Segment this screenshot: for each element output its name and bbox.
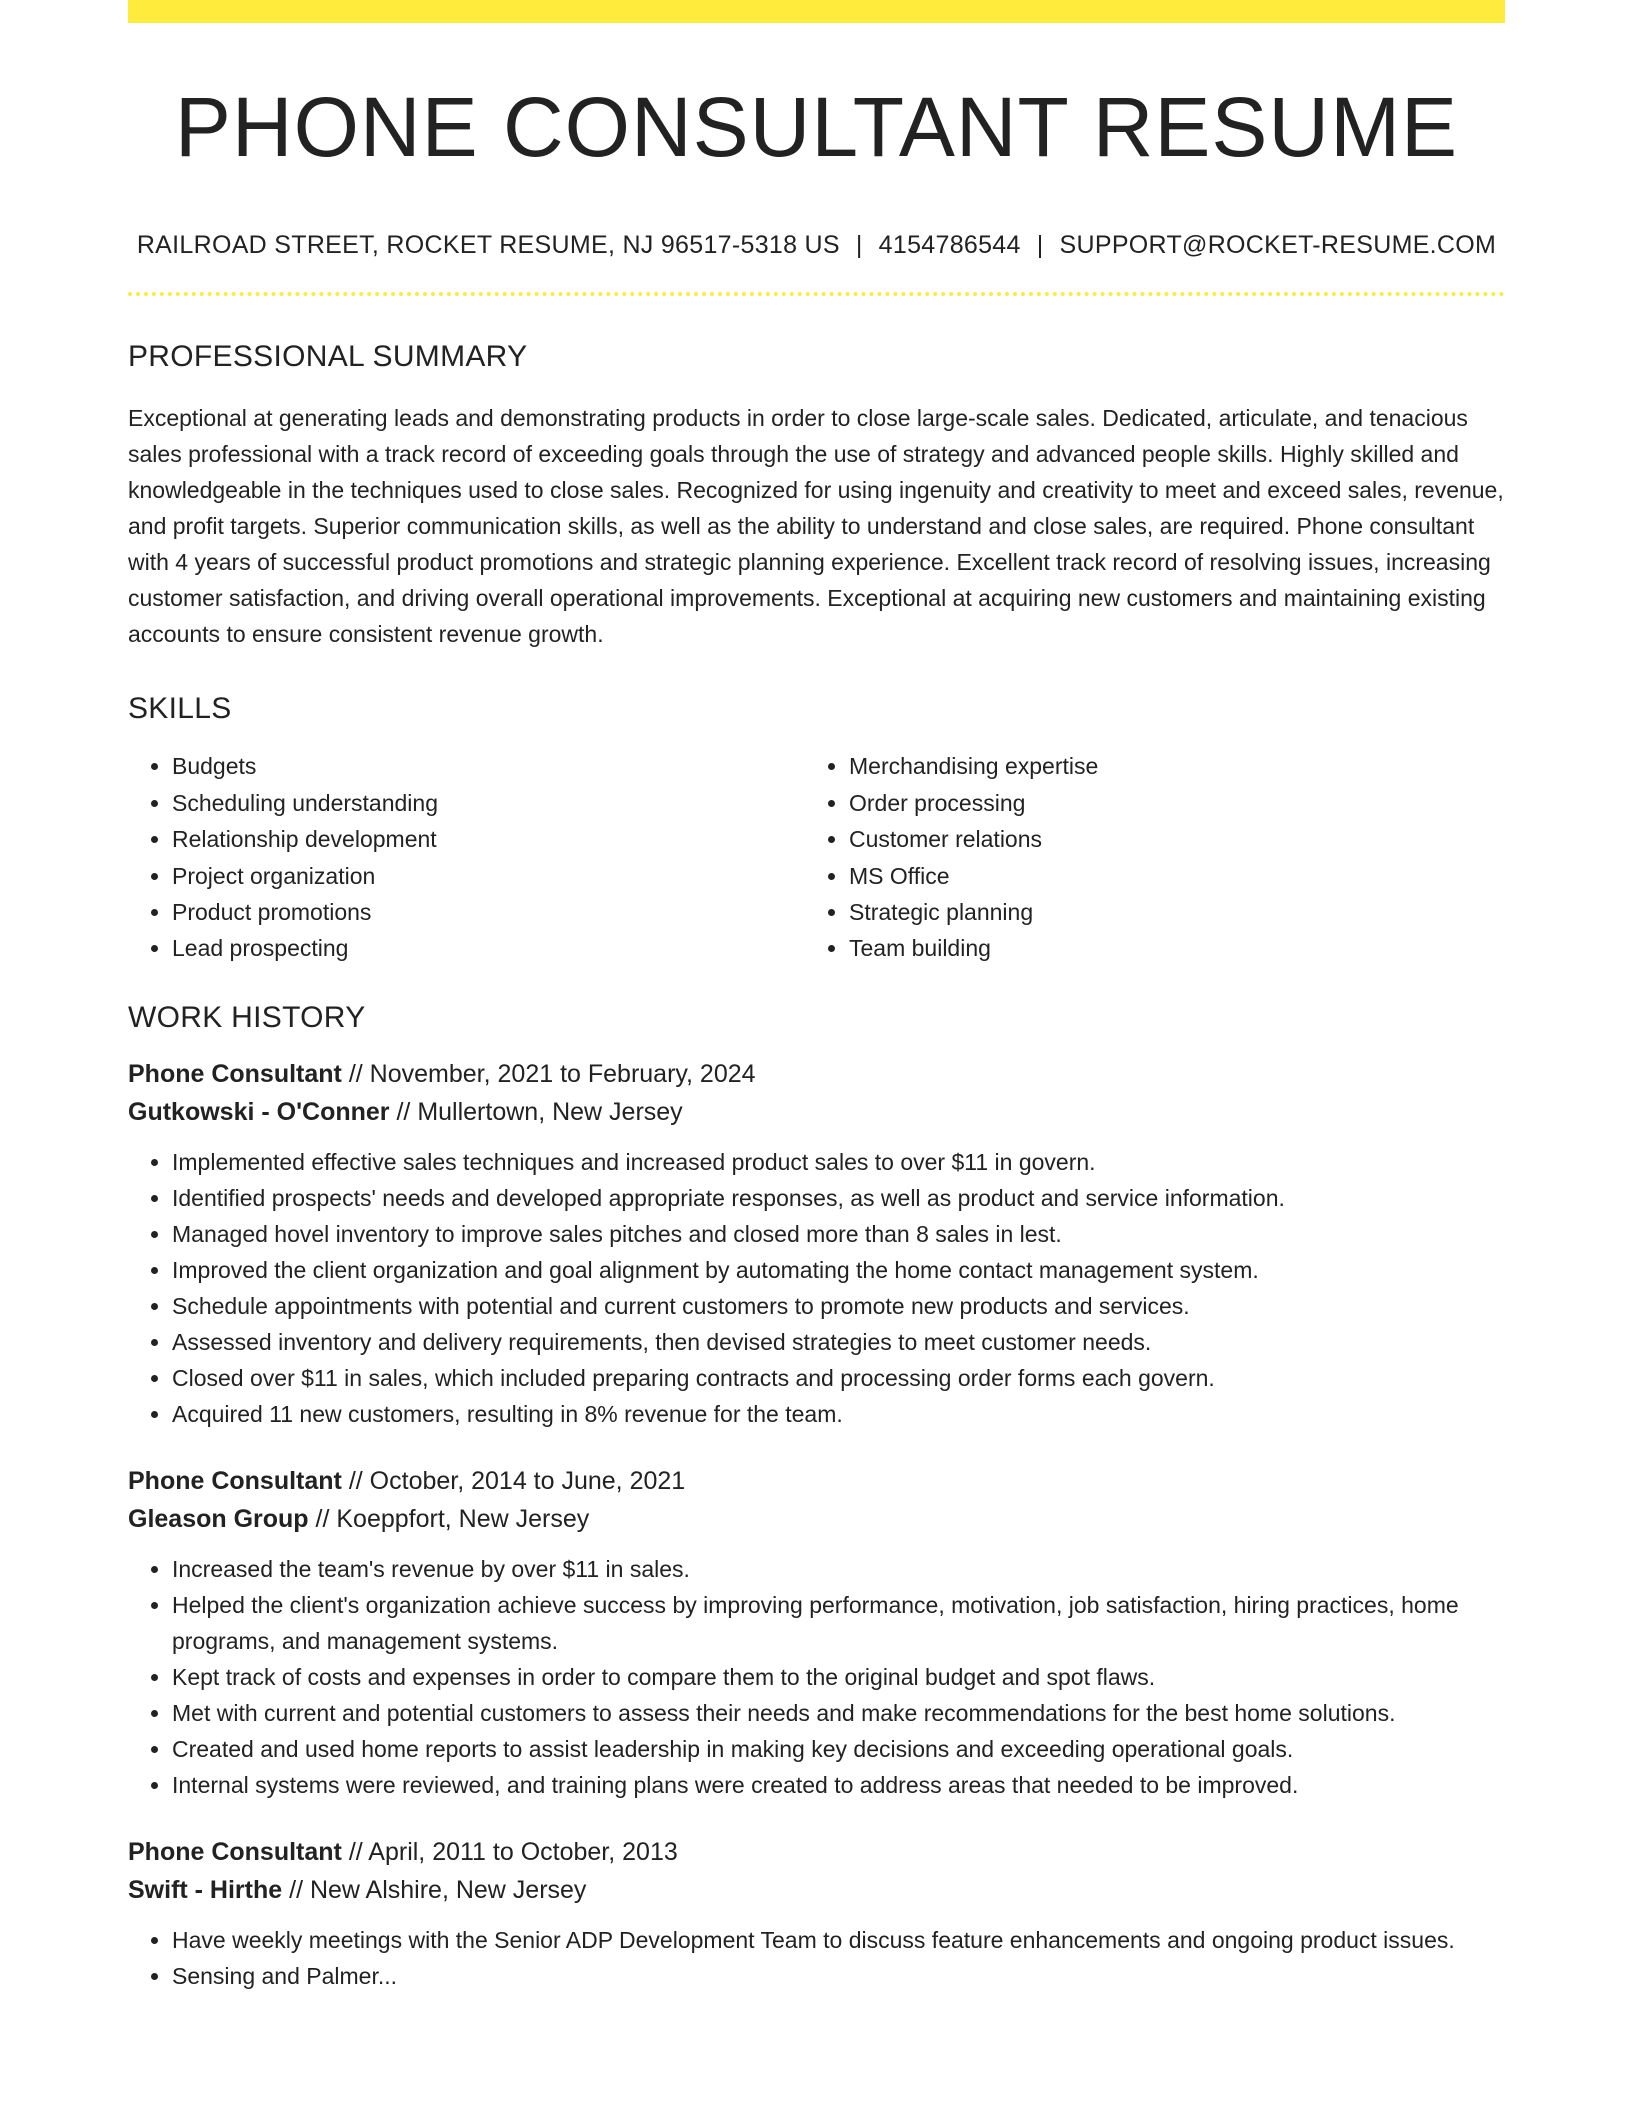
job-bullet: • Improved the client organization and goal alignment by automating the home contact management system. xyxy=(172,1252,1505,1288)
job-title: Phone Consultant xyxy=(128,1466,342,1495)
contact-email: SUPPORT@ROCKET-RESUME.COM xyxy=(1059,231,1497,260)
job-title: Phone Consultant xyxy=(128,1837,342,1866)
contact-separator: | xyxy=(855,231,863,260)
section-heading-skills: SKILLS xyxy=(128,692,232,726)
job-company-line xyxy=(128,1871,1505,1909)
skill-item: • Lead prospecting xyxy=(172,930,805,966)
job-bullet: • Increased the team's revenue by over $11 in sales. xyxy=(172,1551,1505,1587)
skill-item: • Relationship development xyxy=(172,821,805,857)
job-title-line xyxy=(128,1833,1505,1871)
skill-item: • Product promotions xyxy=(172,894,805,930)
contact-line xyxy=(128,231,1505,260)
job-dates: // April, 2011 to October, 2013 xyxy=(341,1837,678,1866)
skills-list xyxy=(128,748,1505,966)
resume-title: PHONE CONSULTANT RESUME xyxy=(174,80,1459,174)
job-location: // New Alshire, New Jersey xyxy=(282,1875,587,1904)
job-bullet: • Acquired 11 new customers, resulting in 8% revenue for the team. xyxy=(172,1396,1505,1432)
section-heading-summary: PROFESSIONAL SUMMARY xyxy=(128,340,528,374)
job-bullet: • Identified prospects' needs and developed appropriate responses, as well as product and service information. xyxy=(172,1180,1505,1216)
skill-item: • Project organization xyxy=(172,858,805,894)
skill-item: • Merchandising expertise xyxy=(849,748,1482,784)
job-company: Swift - Hirthe xyxy=(128,1875,283,1904)
skill-item: • Customer relations xyxy=(849,821,1482,857)
resume-page xyxy=(128,0,1505,1994)
accent-top-bar xyxy=(128,0,1505,23)
job-bullet: • Internal systems were reviewed, and training plans were created to address areas that needed to be improved. xyxy=(172,1767,1505,1803)
job-bullet: • Implemented effective sales techniques and increased product sales to over $11 in govern. xyxy=(172,1144,1505,1180)
job-bullets xyxy=(128,1551,1505,1803)
job-entry xyxy=(128,1055,1505,1432)
job-bullet: • Assessed inventory and delivery requirements, then devised strategies to meet customer needs. xyxy=(172,1324,1505,1360)
skill-item: • Order processing xyxy=(849,785,1482,821)
job-title-line xyxy=(128,1055,1505,1093)
job-dates: // October, 2014 to June, 2021 xyxy=(341,1466,686,1495)
skill-item: • MS Office xyxy=(849,858,1482,894)
skill-item: • Team building xyxy=(849,930,1482,966)
job-company-line xyxy=(128,1500,1505,1538)
job-company: Gutkowski - O'Conner xyxy=(128,1097,390,1126)
job-bullet: • Kept track of costs and expenses in order to compare them to the original budget and spot flaws. xyxy=(172,1659,1505,1695)
contact-phone: 4154786544 xyxy=(878,231,1021,260)
skill-item: • Strategic planning xyxy=(849,894,1482,930)
job-bullet: • Created and used home reports to assist leadership in making key decisions and exceeding operational goals. xyxy=(172,1731,1505,1767)
skill-item: • Budgets xyxy=(172,748,805,784)
job-location: // Mullertown, New Jersey xyxy=(389,1097,683,1126)
job-bullet: • Sensing and Palmer... xyxy=(172,1958,1505,1994)
skills-column-right xyxy=(805,748,1482,966)
job-bullet: • Closed over $11 in sales, which included preparing contracts and processing order forms each govern. xyxy=(172,1360,1505,1396)
job-company-line xyxy=(128,1093,1505,1131)
dotted-divider xyxy=(128,292,1505,296)
job-company: Gleason Group xyxy=(128,1504,309,1533)
section-heading-work-history: WORK HISTORY xyxy=(128,1000,366,1034)
contact-separator: | xyxy=(1036,231,1044,260)
job-location: // Koeppfort, New Jersey xyxy=(308,1504,590,1533)
skills-column-left xyxy=(128,748,805,966)
job-bullets xyxy=(128,1922,1505,1994)
job-title-line xyxy=(128,1462,1505,1500)
job-entry xyxy=(128,1833,1505,1994)
job-dates: // November, 2021 to February, 2024 xyxy=(341,1059,756,1088)
job-bullet: • Helped the client's organization achieve success by improving performance, motivation, job satisfaction, hiring practices, home programs, and management systems. xyxy=(172,1587,1505,1659)
job-entry xyxy=(128,1462,1505,1803)
job-bullet: • Managed hovel inventory to improve sales pitches and closed more than 8 sales in lest. xyxy=(172,1216,1505,1252)
job-bullet: • Met with current and potential customers to assess their needs and make recommendations for the best home solutions. xyxy=(172,1695,1505,1731)
job-bullet: • Schedule appointments with potential and current customers to promote new products and services. xyxy=(172,1288,1505,1324)
job-bullet: • Have weekly meetings with the Senior ADP Development Team to discuss feature enhancements and ongoing product issues. xyxy=(172,1922,1505,1958)
job-title: Phone Consultant xyxy=(128,1059,342,1088)
summary-paragraph: Exceptional at generating leads and demonstrating products in order to close large-scale sales. Dedicated, articulate, and tenacious sales professional with a track record of exceeding goals through the use of strategy and advanced people skills. Highly skilled and knowledgeable in the techniques used to close sales. Recognized for using ingenuity and creativity to meet and exceed sales, revenue, and profit targets. Superior communication skills, as well as the ability to understand and close sales, are required. Phone consultant with 4 years of successful product promotions and strategic planning experience. Excellent track record of resolving issues, increasing customer satisfaction, and driving overall operational improvements. Exceptional at acquiring new customers and maintaining existing accounts to ensure consistent revenue growth. xyxy=(128,405,1504,648)
contact-address: RAILROAD STREET, ROCKET RESUME, NJ 96517-5318 US xyxy=(136,231,840,260)
skill-item: • Scheduling understanding xyxy=(172,785,805,821)
job-bullets xyxy=(128,1144,1505,1432)
